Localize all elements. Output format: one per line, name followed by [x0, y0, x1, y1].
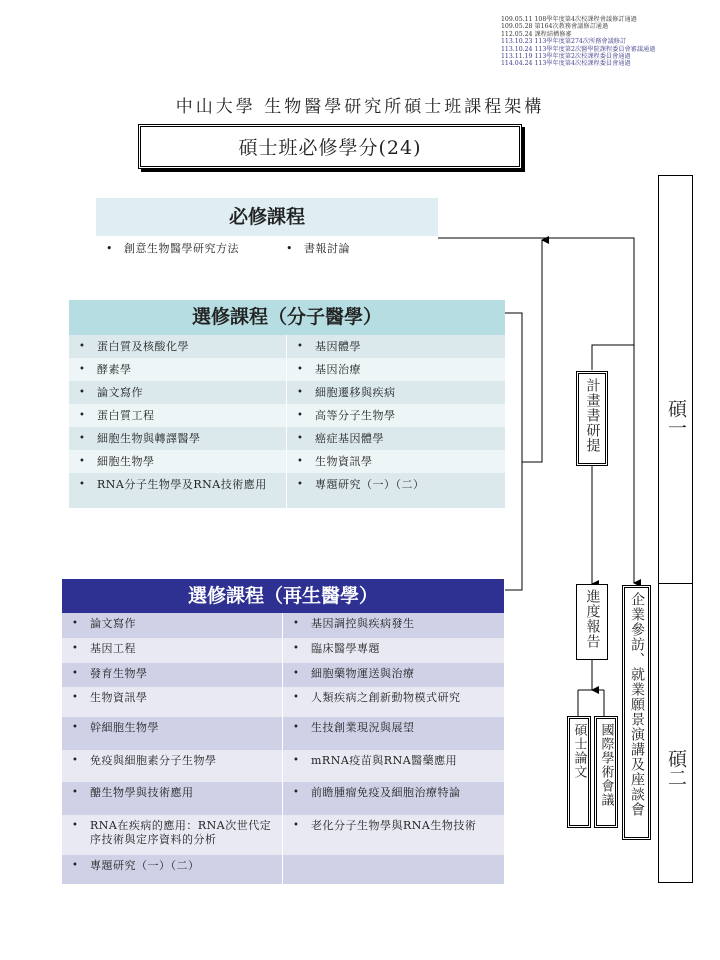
course-name: 高等分子生物學: [315, 409, 396, 422]
progress-report-box: [576, 584, 608, 660]
proposal-link: [592, 345, 634, 370]
course-name: RNA分子生物學及RNA技術應用: [97, 478, 267, 491]
bullet-icon: •: [72, 692, 78, 703]
table-row: [69, 427, 505, 450]
course-name: 蛋白質及核酸化學: [97, 340, 189, 353]
course-cell: [69, 335, 287, 358]
course-cell: [62, 638, 283, 663]
molecular-arrow-up: [522, 240, 542, 462]
bullet-icon: •: [293, 755, 299, 766]
bullet-icon: •: [293, 618, 299, 629]
bullet-icon: •: [72, 668, 78, 679]
course-name: 細胞藥物運送與治療: [311, 667, 415, 680]
course-name: 幹細胞生物學: [90, 721, 159, 734]
proposal-label: 計畫書研提: [584, 378, 601, 453]
table-row: [62, 782, 504, 815]
course-cell: [287, 335, 505, 358]
table-row: [62, 687, 504, 717]
course-cell: [62, 663, 283, 687]
course-name: 細胞生物與轉譯醫學: [97, 432, 201, 445]
course-name: 論文寫作: [97, 386, 143, 399]
bullet-icon: •: [79, 433, 85, 444]
course-name: 細胞遷移與疾病: [315, 386, 396, 399]
required-courses-heading: 必修課程: [228, 206, 305, 228]
course-name: 前瞻腫瘤免疫及細胞治療特論: [311, 786, 461, 799]
table-row: [69, 381, 505, 404]
table-row: [69, 450, 505, 473]
course-cell: [62, 855, 283, 884]
revision-note: 113.10.23 113學年度第274次所務會議修訂: [501, 38, 627, 46]
bullet-icon: •: [293, 668, 299, 679]
bullet-icon: •: [297, 364, 303, 375]
course-name: 癌症基因體學: [315, 432, 384, 445]
page-title: 中山大學 生物醫學研究所碩士班課程架構: [175, 97, 545, 117]
bullet-icon: •: [72, 787, 78, 798]
course-cell: [69, 473, 287, 508]
bullet-icon: •: [293, 820, 299, 831]
table-row: [62, 613, 504, 638]
elective-molecular-panel: [69, 300, 505, 508]
elective-regenerative-panel: [62, 579, 504, 884]
elective-regenerative-table: [62, 613, 504, 884]
course-cell: [62, 750, 283, 782]
course-cell: [283, 613, 504, 638]
course-name: 基因體學: [315, 340, 361, 353]
course-cell: [283, 638, 504, 663]
course-name: 專題研究（一）（二）: [90, 859, 200, 872]
course-name: mRNA疫苗與RNA醫藥應用: [311, 754, 458, 767]
revision-note: 109.05.11 108學年度第4次校課程會議修訂通過: [501, 16, 637, 23]
course-name: RNA在疾病的應用：RNA次世代定序技術與定序資料的分析: [90, 819, 272, 846]
bullet-icon: •: [72, 860, 78, 871]
course-name: 醣生物學與技術應用: [90, 786, 194, 799]
table-row: [69, 335, 505, 358]
elective-molecular-heading: 選修課程（分子醫學）: [69, 300, 505, 335]
bullet-icon: •: [72, 643, 78, 654]
revision-note: 112.05.24 課程結構修審: [501, 30, 572, 38]
course-cell: [287, 450, 505, 473]
course-name: 酵素學: [97, 363, 132, 376]
proposal-box: [576, 371, 608, 466]
table-row: [69, 404, 505, 427]
required-credits-box: 碩士班必修學分(24): [138, 124, 522, 169]
course-cell: [62, 613, 283, 638]
progress-report-label: 進度報告: [584, 589, 601, 649]
revision-note: 114.04.24 113學年度第4次校課程委員會通過: [501, 60, 631, 68]
course-name: 細胞生物學: [97, 455, 155, 468]
course-name: 蛋白質工程: [97, 409, 155, 422]
course-name: 專題研究（一）（二）: [315, 478, 425, 491]
course-name: 人類疾病之創新動物模式研究: [311, 691, 461, 704]
intl-conference-box: [594, 716, 618, 828]
year-one-label: 碩一: [665, 399, 687, 437]
intl-conference-label: 國際學術會議: [598, 723, 614, 807]
bullet-icon: •: [79, 387, 85, 398]
course-cell: [62, 782, 283, 815]
bullet-icon: •: [72, 722, 78, 733]
course-cell: [287, 358, 505, 381]
table-row: [62, 717, 504, 750]
table-row: [62, 855, 504, 884]
course-cell: [69, 427, 287, 450]
course-cell: [287, 381, 505, 404]
required-course-item: 書報討論: [304, 242, 350, 255]
course-name: 基因調控與疾病發生: [311, 617, 415, 630]
year-two-label: 碩二: [665, 749, 687, 787]
table-row: [69, 473, 505, 508]
course-cell: [62, 815, 283, 855]
bullet-icon: •: [72, 618, 78, 629]
industry-box: [622, 585, 651, 840]
industry-label: 企業參訪、就業願景演講及座談會: [629, 592, 645, 817]
course-name: 發育生物學: [90, 667, 148, 680]
course-cell: [283, 750, 504, 782]
course-name: 免疫與細胞素分子生物學: [90, 754, 217, 767]
bullet-icon: •: [72, 755, 78, 766]
table-row: [62, 638, 504, 663]
bullet-icon: •: [79, 456, 85, 467]
bullet-icon: •: [293, 692, 299, 703]
course-name: 論文寫作: [90, 617, 136, 630]
bullet-icon: •: [79, 410, 85, 421]
required-course-item: 創意生物醫學研究方法: [124, 242, 239, 255]
course-name: 生物資訊學: [90, 691, 148, 704]
bullet-icon: •: [293, 787, 299, 798]
elective-regenerative-heading: 選修課程（再生醫學）: [62, 579, 504, 613]
course-cell: [283, 782, 504, 815]
thesis-box: [567, 716, 591, 828]
course-cell: [283, 663, 504, 687]
course-cell: [283, 687, 504, 717]
bullet-icon: •: [293, 722, 299, 733]
course-cell: [283, 717, 504, 750]
revision-note: 113.10.24 113學年度第2次醫學院課程委員會審議通過: [501, 45, 656, 53]
course-name: 生技創業現況與展望: [311, 721, 415, 734]
bullet-icon: •: [79, 479, 85, 490]
bullet-icon: •: [297, 387, 303, 398]
table-row: [62, 663, 504, 687]
course-cell: [283, 815, 504, 855]
bullet-icon: •: [297, 456, 303, 467]
course-cell: [287, 427, 505, 450]
course-name: 基因工程: [90, 642, 136, 655]
revision-note: 113.11.19 113學年度第2次校課程委員會通過: [501, 53, 631, 61]
course-cell: [287, 473, 505, 508]
course-cell: [62, 717, 283, 750]
bullet-icon: •: [79, 364, 85, 375]
course-cell: [69, 404, 287, 427]
bullet-icon: •: [297, 433, 303, 444]
table-row: [69, 358, 505, 381]
course-cell: [283, 855, 504, 884]
course-cell: [69, 381, 287, 404]
course-cell: [62, 687, 283, 717]
bullet-icon: •: [293, 643, 299, 654]
bullet-icon: •: [72, 820, 78, 831]
course-name: 臨床醫學專題: [311, 642, 380, 655]
course-name: 基因治療: [315, 363, 361, 376]
course-name: 生物資訊學: [315, 455, 373, 468]
course-name: 老化分子生物學與RNA生物技術: [311, 819, 477, 832]
elective-molecular-table: [69, 335, 505, 508]
thesis-label: 碩士論文: [571, 723, 587, 779]
bullet-icon: •: [297, 341, 303, 352]
bullet-icon: •: [297, 410, 303, 421]
molecular-bracket: [505, 313, 522, 590]
course-cell: [69, 450, 287, 473]
table-row: [62, 750, 504, 782]
bullet-icon: •: [297, 479, 303, 490]
revision-note: 109.05.28 第164次教務會議修訂通過: [501, 23, 609, 31]
required-courses-panel: 必修課程 • 創意生物醫學研究方法 • 書報討論: [96, 198, 438, 264]
course-cell: [69, 358, 287, 381]
bullet-icon: •: [79, 341, 85, 352]
course-cell: [287, 404, 505, 427]
table-row: [62, 815, 504, 855]
